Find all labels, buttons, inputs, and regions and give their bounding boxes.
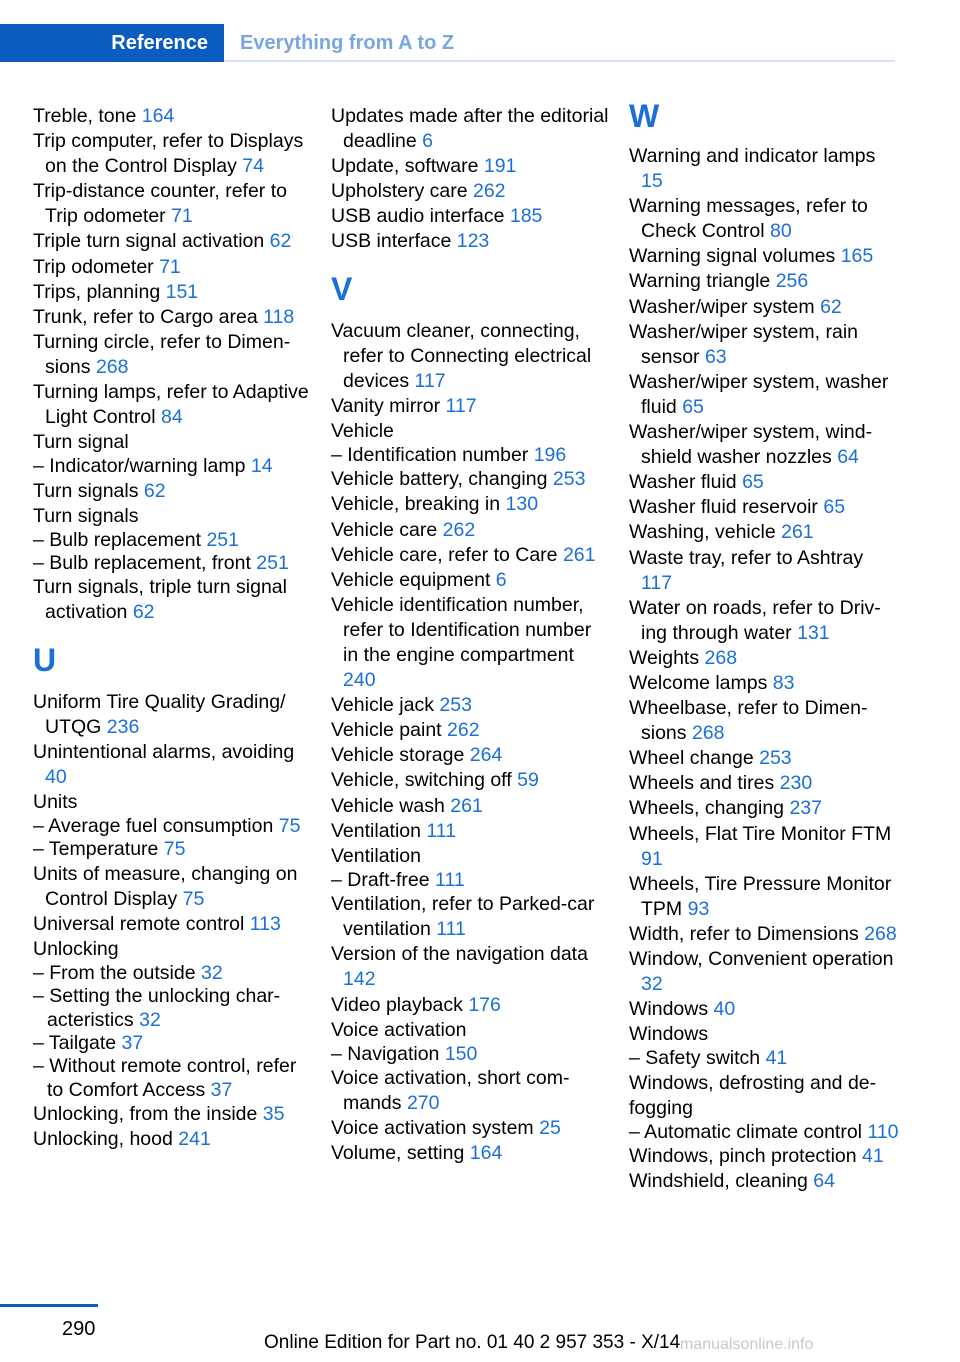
- entry-text: Weights: [629, 646, 705, 669]
- index-letter-heading: W: [629, 98, 660, 134]
- page-link[interactable]: 40: [713, 998, 736, 1021]
- index-entry: [33, 229, 313, 254]
- entry-text: – Draft-free: [331, 868, 436, 891]
- page-link[interactable]: 84: [160, 406, 183, 429]
- entry-text: Welcome lamps: [629, 671, 773, 694]
- index-entry: [331, 229, 611, 254]
- entry-text: Trips, planning: [33, 280, 166, 303]
- index-subentry: [331, 1043, 611, 1066]
- page-link[interactable]: 59: [517, 769, 539, 792]
- watermark: manualsonline.info: [680, 1336, 814, 1353]
- entry-text: – Navigation: [331, 1042, 445, 1065]
- index-entry: [629, 495, 899, 520]
- entry-text: – Bulb replacement, front: [33, 552, 257, 575]
- page-link[interactable]: 236: [106, 715, 140, 738]
- index-letter-heading: V: [331, 270, 353, 307]
- entry-text: Upholstery care: [331, 180, 473, 203]
- entry-text: USB interface: [331, 230, 457, 253]
- page-link[interactable]: 151: [165, 280, 199, 303]
- entry-text: Vehicle: [331, 419, 394, 442]
- index-entry: [33, 380, 313, 430]
- index-entry: [331, 1018, 611, 1043]
- entry-text: Video playback: [331, 993, 469, 1016]
- index-entry: [331, 993, 611, 1018]
- page-link[interactable]: 256: [775, 270, 809, 293]
- entry-text: Triple turn signal activation: [33, 230, 270, 253]
- index-entry: [629, 646, 899, 671]
- index-entry: [331, 1116, 611, 1141]
- entry-text: Unlocking, hood: [33, 1127, 179, 1150]
- page-link[interactable]: 37: [121, 1031, 144, 1054]
- page-link[interactable]: 111: [436, 918, 466, 941]
- index-entry: [331, 492, 611, 517]
- page-link[interactable]: 74: [242, 155, 264, 178]
- entry-text: – Average fuel consumption: [33, 815, 279, 838]
- page-link[interactable]: 83: [772, 671, 795, 694]
- page-link[interactable]: 268: [704, 646, 738, 669]
- index-entry: [331, 844, 611, 869]
- entry-text: Wheels and tires: [629, 772, 780, 795]
- page-link[interactable]: 262: [447, 719, 480, 742]
- page-link[interactable]: 62: [820, 295, 842, 318]
- page-link[interactable]: 262: [442, 518, 476, 541]
- entry-text: – Tailgate: [33, 1031, 122, 1054]
- page-link[interactable]: 71: [171, 205, 193, 228]
- entry-text: Voice activation system: [331, 1117, 540, 1140]
- entry-text: Ventilation, refer to Parked-car ventilation: [331, 893, 595, 941]
- entry-text: Vehicle identification number, refer to Identification number in the engine compartment: [331, 593, 592, 666]
- index-subentry: [33, 552, 313, 575]
- page-link[interactable]: 80: [769, 220, 792, 243]
- index-entry: [331, 819, 611, 844]
- index-entry: [629, 947, 899, 997]
- entry-text: Update, software: [331, 155, 484, 178]
- entry-text: – Temperature: [33, 838, 164, 861]
- index-entry: [331, 394, 611, 419]
- index-subentry: [33, 962, 313, 985]
- entry-text: Warning messages, refer to Check Control: [629, 195, 868, 243]
- page-link[interactable]: 113: [249, 912, 281, 935]
- index-column-3: [629, 98, 899, 1194]
- page-link[interactable]: 64: [837, 446, 859, 469]
- edition-text: Online Edition for Part no. 01 40 2 957 353 - X/14: [264, 1332, 681, 1353]
- index-subentry: [33, 455, 313, 478]
- page-link[interactable]: 131: [797, 621, 830, 644]
- page-link[interactable]: 65: [682, 395, 704, 418]
- page-link[interactable]: 41: [862, 1145, 884, 1168]
- page-link[interactable]: 264: [469, 744, 503, 767]
- page-number: 290: [62, 1318, 96, 1340]
- index-entry: [629, 546, 899, 596]
- page-link[interactable]: 230: [779, 772, 813, 795]
- page-link[interactable]: 75: [163, 838, 186, 861]
- page-link[interactable]: 63: [704, 345, 727, 368]
- page-link[interactable]: 142: [343, 968, 376, 991]
- index-entry: [629, 696, 899, 746]
- entry-text: Window, Convenient operation: [629, 948, 894, 970]
- index-entry: [629, 520, 899, 545]
- page-link[interactable]: 117: [445, 394, 477, 417]
- page-link[interactable]: 253: [552, 468, 586, 491]
- page-link[interactable]: 32: [201, 962, 223, 985]
- index-entry: [629, 144, 899, 194]
- entry-text: Windows: [629, 998, 714, 1021]
- entry-text: – Indicator/warning lamp: [33, 455, 251, 478]
- page-link[interactable]: 237: [789, 797, 822, 820]
- index-entry: [331, 794, 611, 819]
- entry-text: Turn signals, triple turn signal activation: [33, 576, 287, 624]
- page-link[interactable]: 75: [182, 887, 205, 910]
- page-link[interactable]: 268: [691, 722, 725, 745]
- index-subentry: [33, 815, 313, 838]
- index-entry: [331, 1066, 611, 1116]
- index-entry: [331, 104, 611, 154]
- index-entry: [33, 912, 313, 937]
- entry-text: – From the outside: [33, 962, 201, 985]
- page-link[interactable]: 185: [509, 205, 543, 228]
- entry-text: Vehicle care, refer to Care: [331, 543, 563, 566]
- index-subentry: [629, 1121, 899, 1144]
- index-entry: [331, 319, 611, 394]
- entry-text: Uniform Tire Quality Grading/ UTQG: [33, 690, 286, 738]
- entry-text: Vehicle, switching off: [331, 769, 518, 792]
- index-entry: [33, 330, 313, 380]
- page-link[interactable]: 262: [472, 180, 506, 203]
- entry-text: Vanity mirror: [331, 394, 446, 417]
- page-link[interactable]: 40: [45, 765, 67, 788]
- entry-text: Vehicle equipment: [331, 568, 496, 591]
- index-entry: [33, 104, 313, 129]
- index-entry: [33, 862, 313, 912]
- entry-text: Wheels, Flat Tire Monitor FTM: [629, 822, 892, 845]
- index-entry: [331, 204, 611, 229]
- entry-text: Wheels, Tire Pressure Monitor TPM: [629, 872, 892, 920]
- header-bar: [0, 24, 895, 62]
- page-link[interactable]: 261: [450, 794, 483, 817]
- section-tab[interactable]: Reference: [0, 24, 224, 62]
- entry-text: Vehicle jack: [331, 694, 440, 717]
- index-entry: [629, 872, 899, 922]
- index-entry: [33, 280, 313, 305]
- entry-text: Warning signal volumes: [629, 245, 841, 268]
- entry-text: Vehicle storage: [331, 744, 470, 767]
- index-entry: [331, 718, 611, 743]
- page-link[interactable]: 91: [641, 847, 663, 870]
- page-link[interactable]: 253: [759, 747, 792, 770]
- entry-text: Warning and indicator lamps: [629, 145, 876, 167]
- entry-text: Washer/wiper system: [629, 295, 821, 318]
- index-entry: [33, 305, 313, 330]
- index-entry: [629, 320, 899, 370]
- page-link[interactable]: 117: [641, 571, 673, 594]
- entry-text: Width, refer to Dimensions: [629, 922, 865, 945]
- index-subentry: [33, 985, 313, 1032]
- index-entry: [331, 154, 611, 179]
- footer-rule: [0, 1304, 98, 1307]
- page-link[interactable]: 14: [250, 455, 273, 478]
- entry-text: Unlocking: [33, 937, 119, 960]
- index-entry: [331, 942, 611, 992]
- index-entry: [629, 746, 899, 771]
- page-link[interactable]: 111: [435, 868, 465, 891]
- page-link[interactable]: 268: [95, 355, 129, 378]
- index-entry: [331, 419, 611, 444]
- page-link[interactable]: 35: [262, 1102, 285, 1125]
- entry-text: – Bulb replacement: [33, 528, 207, 551]
- index-entry: [33, 937, 313, 962]
- page-link[interactable]: 25: [539, 1117, 561, 1140]
- entry-text: Units of measure, changing on Control Display: [33, 862, 298, 910]
- entry-text: Vehicle, breaking in: [331, 493, 506, 516]
- entry-text: Treble, tone: [33, 105, 142, 127]
- entry-text: Turn signals: [33, 504, 139, 527]
- page-link[interactable]: 93: [687, 897, 710, 920]
- entry-text: Volume, setting: [331, 1142, 470, 1165]
- page-link[interactable]: 261: [562, 543, 596, 566]
- index-entry: [629, 822, 899, 872]
- entry-text: Turn signals: [33, 479, 144, 502]
- entry-text: Washing, vehicle: [629, 521, 782, 544]
- page-link[interactable]: 240: [343, 669, 376, 692]
- index-entry: [33, 129, 313, 179]
- page-link[interactable]: 164: [141, 105, 175, 127]
- entry-text: Wheels, changing: [629, 797, 790, 820]
- index-entry: [629, 269, 899, 294]
- entry-text: Washer/wiper system, rain sensor: [629, 320, 859, 368]
- entry-text: Ventilation: [331, 819, 427, 842]
- index-entry: [629, 244, 899, 269]
- page-link[interactable]: 65: [742, 471, 764, 494]
- entry-text: – Identification number: [331, 444, 534, 467]
- index-entry: [629, 1144, 899, 1169]
- page-link[interactable]: 268: [864, 922, 897, 945]
- entry-text: Trunk, refer to Cargo area: [33, 305, 264, 328]
- page-link[interactable]: 270: [406, 1092, 440, 1115]
- index-entry: [629, 370, 899, 420]
- entry-text: Units: [33, 790, 78, 813]
- index-subentry: [33, 838, 313, 861]
- entry-text: Trip computer, refer to Displays on the Control Display: [33, 130, 304, 178]
- entry-text: Windshield, cleaning: [629, 1170, 814, 1193]
- entry-text: Waste tray, refer to Ashtray: [629, 546, 864, 569]
- page-link[interactable]: 251: [256, 552, 289, 575]
- entry-text: Voice activation, short commands: [331, 1066, 570, 1115]
- index-entry: [331, 593, 611, 693]
- entry-text: Trip odometer: [33, 255, 160, 278]
- index-entry: [629, 997, 899, 1022]
- index-entry: [33, 255, 313, 280]
- page-link[interactable]: 32: [139, 1008, 161, 1031]
- index-entry: [331, 693, 611, 718]
- index-subentry: [33, 1032, 313, 1055]
- entry-text: Vehicle wash: [331, 794, 451, 817]
- index-entry: [629, 671, 899, 696]
- page-link[interactable]: 165: [840, 245, 874, 268]
- index-entry: [629, 420, 899, 470]
- index-entry: [33, 1102, 313, 1127]
- index-entry: [629, 1022, 899, 1047]
- entry-text: – Setting the unlocking characteristics: [33, 985, 281, 1031]
- entry-text: Updates made after the editorial deadline: [331, 105, 609, 153]
- entry-text: – Safety switch: [629, 1047, 766, 1070]
- index-column-2: [331, 104, 611, 1166]
- index-entry: [33, 1127, 313, 1152]
- page-link[interactable]: 191: [483, 155, 517, 178]
- index-entry: [33, 179, 313, 229]
- page-link[interactable]: 111: [426, 819, 457, 842]
- page-link[interactable]: 6: [422, 130, 434, 153]
- page-link[interactable]: 62: [132, 601, 155, 624]
- index-entry: [33, 575, 313, 625]
- entry-text: Windows: [629, 1023, 709, 1046]
- index-subentry: [331, 444, 611, 467]
- page-link[interactable]: 176: [468, 993, 501, 1016]
- page-link[interactable]: 15: [641, 170, 663, 193]
- index-entry: [331, 467, 611, 492]
- entry-text: Water on roads, refer to Driving through water: [629, 596, 881, 644]
- page-link[interactable]: 164: [469, 1142, 503, 1165]
- index-entry: [33, 479, 313, 504]
- entry-text: Version of the navigation data: [331, 943, 588, 966]
- entry-text: Universal remote control: [33, 912, 250, 935]
- index-column-1: [33, 104, 313, 1152]
- index-subentry: [629, 1047, 899, 1070]
- entry-text: Voice activation: [331, 1018, 467, 1041]
- index-entry: [629, 596, 899, 646]
- page-link[interactable]: 75: [278, 815, 301, 838]
- page-link[interactable]: 110: [867, 1120, 899, 1143]
- entry-text: – Automatic climate control: [629, 1120, 868, 1143]
- index-entry: [331, 743, 611, 768]
- entry-text: Washer/wiper system, washer fluid: [629, 370, 889, 418]
- page-link[interactable]: 251: [206, 528, 239, 551]
- index-entry: [33, 504, 313, 529]
- index-entry: [629, 295, 899, 320]
- page-link[interactable]: 130: [505, 493, 539, 516]
- page-link[interactable]: 118: [263, 305, 295, 328]
- entry-text: Vehicle battery, changing: [331, 468, 553, 491]
- page-link[interactable]: 196: [533, 444, 567, 467]
- index-entry: [33, 740, 313, 790]
- index-subentry: [331, 869, 611, 892]
- entry-text: Ventilation: [331, 844, 421, 867]
- subsection-title[interactable]: Everything from A to Z: [240, 31, 455, 54]
- index-entry: [331, 543, 611, 568]
- page-link[interactable]: 65: [823, 496, 846, 519]
- page-link[interactable]: 37: [210, 1078, 233, 1101]
- index-entry: [331, 518, 611, 543]
- page-link[interactable]: 62: [143, 479, 166, 502]
- index-subentry: [33, 1055, 313, 1102]
- page-link[interactable]: 71: [159, 255, 181, 278]
- page-link[interactable]: 41: [765, 1047, 788, 1070]
- entry-text: USB audio interface: [331, 205, 510, 228]
- index-entry: [33, 430, 313, 455]
- index-entry: [629, 1169, 899, 1194]
- index-entry: [629, 1071, 899, 1121]
- entry-text: Unintentional alarms, avoiding: [33, 740, 295, 763]
- index-entry: [33, 690, 313, 740]
- entry-text: Trip-distance counter, refer to Trip odometer: [33, 180, 287, 228]
- entry-text: Windows, pinch protection: [629, 1145, 863, 1168]
- index-entry: [629, 771, 899, 796]
- page-link[interactable]: 261: [781, 521, 814, 544]
- entry-text: Wheelbase, refer to Dimensions: [629, 697, 868, 745]
- index-entry: [629, 796, 899, 821]
- page-link[interactable]: 253: [439, 694, 472, 717]
- index-entry: [331, 892, 611, 942]
- entry-text: Vehicle paint: [331, 719, 448, 742]
- entry-text: Turning circle, refer to Dimensions: [33, 330, 291, 378]
- index-entry: [629, 194, 899, 244]
- entry-text: Windows, defrosting and defogging: [629, 1071, 877, 1119]
- entry-text: Unlocking, from the inside: [33, 1102, 263, 1125]
- entry-text: Vehicle care: [331, 518, 443, 541]
- entry-text: Washer fluid: [629, 471, 743, 494]
- index-entry: [331, 1141, 611, 1166]
- index-entry: [33, 790, 313, 815]
- index-entry: [331, 179, 611, 204]
- index-entry: [331, 768, 611, 793]
- entry-text: Washer fluid reservoir: [629, 496, 824, 519]
- entry-text: Wheel change: [629, 747, 760, 770]
- index-entry: [629, 922, 899, 947]
- entry-text: Washer/wiper system, windshield washer nozzles: [629, 421, 873, 469]
- index-subentry: [33, 529, 313, 552]
- page-link[interactable]: 150: [444, 1042, 478, 1065]
- index-letter-heading: U: [33, 641, 57, 678]
- page-link[interactable]: 241: [178, 1127, 211, 1150]
- page-link[interactable]: 62: [269, 230, 292, 253]
- index-entry: [331, 568, 611, 593]
- page-link[interactable]: 32: [641, 973, 663, 996]
- index-entry: [629, 470, 899, 495]
- entry-text: Vacuum cleaner, connecting, refer to Connecting electrical devices: [331, 319, 592, 392]
- page-link[interactable]: 64: [813, 1170, 835, 1193]
- page-link[interactable]: 123: [456, 230, 490, 253]
- entry-text: Turn signal: [33, 431, 129, 454]
- entry-text: Turning lamps, refer to Adaptive Light Control: [33, 381, 309, 429]
- page-link[interactable]: 6: [495, 568, 507, 591]
- entry-text: – Without remote control, refer to Comfort Access: [33, 1055, 297, 1101]
- entry-text: Warning triangle: [629, 270, 776, 293]
- page-link[interactable]: 117: [414, 369, 446, 392]
